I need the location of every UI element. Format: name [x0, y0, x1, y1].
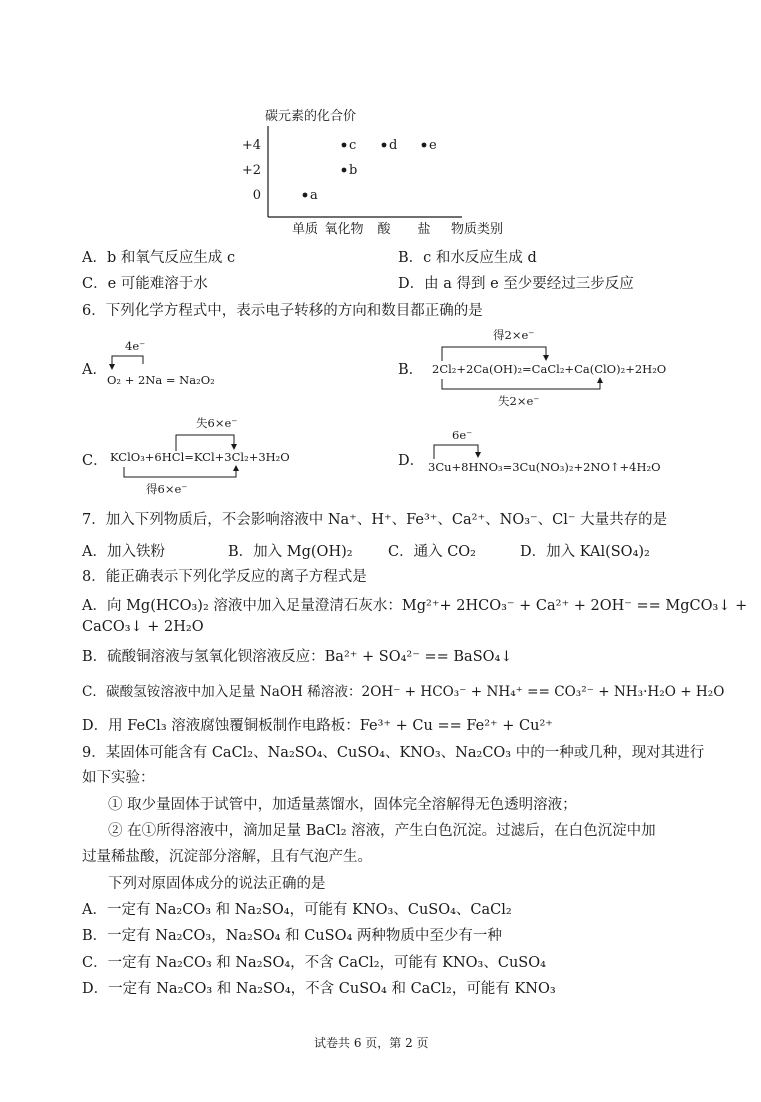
data-point-label: c [349, 138, 357, 153]
lose-label-b: 失2×e⁻ [498, 394, 540, 408]
q5-option-a: A．b 和氧气反应生成 c [82, 250, 236, 266]
x-category-label: 酸 [377, 222, 391, 237]
q6-option-c-diagram [106, 413, 306, 499]
y-tick-label: +4 [241, 138, 261, 153]
y-tick-label: +2 [241, 163, 261, 178]
q5-option-c: C．e 可能难溶于水 [82, 276, 208, 292]
transfer-arrow-d [434, 445, 478, 459]
gain-label-c: 得6×e⁻ [146, 482, 188, 496]
transfer-arrow-a [112, 356, 143, 366]
gain-arrow-c [124, 467, 236, 477]
q9-stem-line1: 9．某固体可能含有 CaCl₂、Na₂SO₄、CuSO₄、KNO₃、Na₂CO₃ 中的一种或几种，现对其进行 [82, 745, 705, 761]
page-footer: 试卷共 6 页，第 2 页 [314, 1036, 429, 1050]
lose-label-c: 失6×e⁻ [196, 416, 238, 430]
q6-option-d-diagram [424, 425, 674, 481]
data-point [342, 168, 347, 173]
gain-arrow-b [442, 347, 546, 361]
q6-option-b-label: B． [398, 362, 424, 378]
q7-stem: 7．加入下列物质后，不会影响溶液中 Na⁺、H⁺、Fe³⁺、Ca²⁺、NO₃⁻、Cl⁻ 大量共存的是 [82, 512, 668, 528]
q9-option-d: D．一定有 Na₂CO₃ 和 Na₂SO₄，不含 CuSO₄ 和 CaCl₂，可能有 KNO₃ [82, 981, 556, 997]
q8-option-c: C．碳酸氢铵溶液中加入足量 NaOH 稀溶液：2OH⁻ + HCO₃⁻ + NH₄⁺ == CO₃²⁻ + NH₃·H₂O + H₂O [82, 684, 725, 700]
q9-stem-line2: 如下实验： [82, 770, 155, 786]
chart-ylabel: 碳元素的化合价 [265, 109, 357, 124]
q5-option-b: B．c 和水反应生成 d [398, 250, 537, 266]
data-point-label: b [349, 163, 358, 178]
q6-option-a-diagram [105, 338, 255, 390]
equation-c: KClO₃+6HCl=KCl+3Cl₂+3H₂O [110, 450, 290, 464]
arrowhead-a [109, 364, 115, 370]
data-point-label: e [429, 138, 437, 153]
x-category-label: 盐 [417, 222, 431, 237]
q8-option-a-line2: CaCO₃↓ + 2H₂O [82, 619, 204, 635]
electron-label-d: 6e⁻ [452, 428, 473, 442]
q7-option-a: A．加入铁粉 [82, 544, 165, 560]
data-point-label: a [310, 188, 318, 203]
q9-question: 下列对原固体成分的说法正确的是 [108, 876, 326, 892]
q6-option-b-diagram [428, 325, 668, 410]
lose-arrow-c [176, 435, 234, 451]
data-point [303, 193, 308, 198]
valence-chart [230, 100, 510, 240]
x-category-label: 氧化物 [324, 222, 364, 237]
q9-step-2-line2: 过量稀盐酸，沉淀部分溶解，且有气泡产生。 [82, 849, 372, 865]
data-point-label: d [389, 138, 398, 153]
y-tick-label: 0 [252, 188, 261, 203]
q6-option-c-label: C． [82, 453, 108, 469]
lose-arrowhead-b [597, 377, 603, 383]
q8-option-a-line1: A．向 Mg(HCO₃)₂ 溶液中加入足量澄清石灰水：Mg²⁺+ 2HCO₃⁻ + Ca²⁺ + 2OH⁻ == MgCO₃↓ + [82, 598, 748, 614]
equation-b: 2Cl₂+2Ca(OH)₂=CaCl₂+Ca(ClO)₂+2H₂O [432, 362, 667, 376]
q8-option-b: B．硫酸铜溶液与氢氧化钡溶液反应：Ba²⁺ + SO₄²⁻ == BaSO₄↓ [82, 649, 513, 665]
q9-step-2-line1: ② 在①所得溶液中，滴加足量 BaCl₂ 溶液，产生白色沉淀。过滤后，在白色沉淀中加 [108, 823, 656, 839]
q7-option-b: B．加入 Mg(OH)₂ [228, 544, 353, 560]
q7-option-d: D．加入 KAl(SO₄)₂ [520, 544, 650, 560]
x-category-label: 单质 [291, 222, 319, 237]
electron-label-a: 4e⁻ [125, 339, 146, 353]
gain-arrowhead-b [543, 355, 549, 361]
gain-arrowhead-c [233, 465, 239, 471]
q8-option-d: D．用 FeCl₃ 溶液腐蚀覆铜板制作电路板：Fe³⁺ + Cu == Fe²⁺ + Cu²⁺ [82, 718, 553, 734]
lose-arrow-b [442, 379, 600, 389]
data-point [382, 143, 387, 148]
q9-option-c: C．一定有 Na₂CO₃ 和 Na₂SO₄，不含 CaCl₂，可能有 KNO₃、CuSO₄ [82, 955, 546, 971]
q5-option-d: D．由 a 得到 e 至少要经过三步反应 [398, 276, 634, 292]
q9-step-1: ① 取少量固体于试管中，加适量蒸馏水，固体完全溶解得无色透明溶液； [108, 797, 577, 813]
q9-option-a: A．一定有 Na₂CO₃ 和 Na₂SO₄，可能有 KNO₃、CuSO₄、CaCl₂ [82, 902, 512, 918]
data-point [422, 143, 427, 148]
q7-option-c: C．通入 CO₂ [388, 544, 476, 560]
q6-option-a-label: A． [82, 362, 107, 378]
q6-stem: 6．下列化学方程式中，表示电子转移的方向和数目都正确的是 [82, 303, 483, 319]
q8-stem: 8．能正确表示下列化学反应的离子方程式是 [82, 569, 367, 585]
equation-a: O₂ + 2Na = Na₂O₂ [107, 373, 215, 387]
arrowhead-d [475, 452, 481, 458]
gain-label-b: 得2×e⁻ [493, 328, 535, 342]
q9-option-b: B．一定有 Na₂CO₃，Na₂SO₄ 和 CuSO₄ 两种物质中至少有一种 [82, 928, 502, 944]
chart-xlabel: 物质类别 [451, 222, 504, 237]
data-point [342, 143, 347, 148]
q6-option-d-label: D． [398, 453, 425, 469]
equation-d: 3Cu+8HNO₃=3Cu(NO₃)₂+2NO↑+4H₂O [428, 460, 661, 474]
